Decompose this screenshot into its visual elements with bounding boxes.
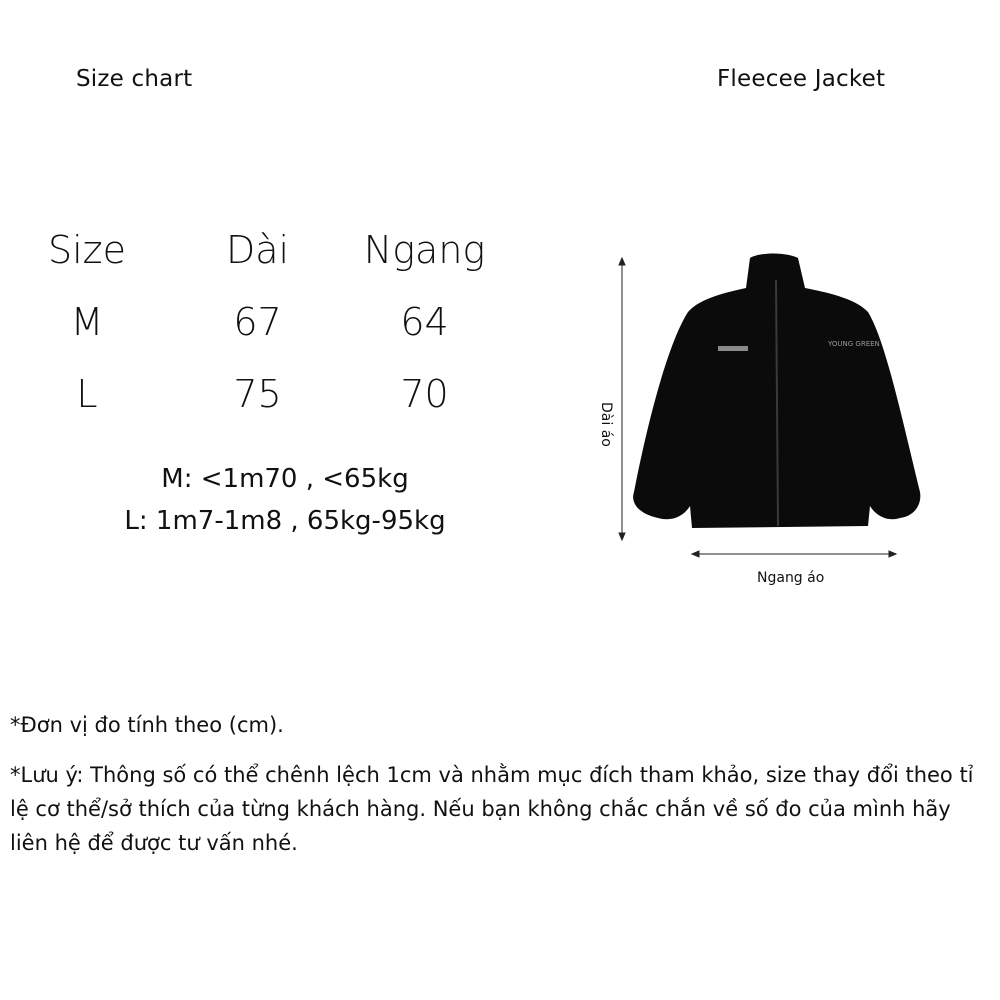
product-name: Fleecee Jacket: [717, 66, 886, 92]
length-label: Dài áo: [598, 402, 614, 447]
chest-badge: [718, 346, 748, 351]
table-cell-width: 64: [400, 300, 449, 344]
fit-guide-m: M: <1m70 , <65kg: [161, 464, 409, 494]
length-arrow: [619, 258, 625, 540]
table-header-row: [40, 228, 510, 300]
table-cell-width: 70: [400, 372, 449, 416]
unit-note: *Đơn vị đo tính theo (cm).: [10, 713, 284, 737]
table-row-l: [40, 372, 510, 444]
jacket-diagram: [600, 240, 930, 570]
size-table: [40, 228, 510, 444]
fit-guide-l: L: 1m7-1m8 , 65kg-95kg: [124, 506, 446, 536]
table-cell-length: 67: [233, 300, 282, 344]
column-header-width: Ngang: [363, 228, 486, 272]
size-disclaimer: *Lưu ý: Thông số có thể chênh lệch 1cm và nhằm mục đích tham khảo, size thay đổi theo tỉ lệ cơ thể/sở thích của từng khách hàng. Nếu bạn không chắc chắn về số đo của mình hãy liên hệ để được tư vấn nhé.: [10, 763, 974, 855]
table-cell-length: 75: [233, 372, 282, 416]
table-cell-size: M: [70, 300, 104, 344]
width-label: Ngang áo: [757, 570, 825, 586]
size-chart-title: Size chart: [76, 66, 193, 92]
chest-text: YOUNG GREEN: [828, 340, 880, 348]
table-row-m: [40, 300, 510, 372]
column-header-size: Size: [47, 228, 126, 272]
table-cell-size: L: [76, 372, 98, 416]
width-arrow: [692, 551, 896, 557]
column-header-length: Dài: [225, 228, 290, 272]
